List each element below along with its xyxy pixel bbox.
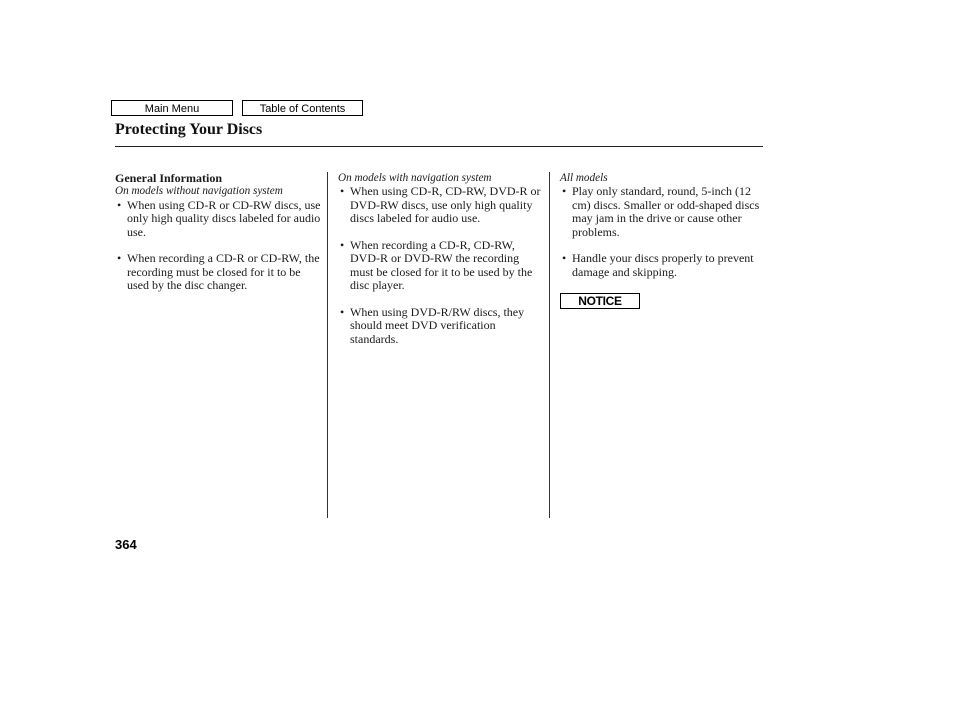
section-subheading: All models — [560, 172, 608, 184]
column-with-navigation — [338, 172, 544, 360]
list-item: • Play only standard, round, 5-inch (12 cm) discs. Smaller or odd-shaped discs may jam in the drive or cause other problems. — [560, 185, 760, 239]
list-item: • When using CD-R or CD-RW discs, use only high quality discs labeled for audio use. — [115, 199, 325, 239]
list-item: • When using DVD-R/RW discs, they should meet DVD verification standards. — [338, 306, 544, 346]
list-item: • When recording a CD-R, CD-RW, DVD-R or DVD-RW the recording must be closed for it to be used by the disc player. — [338, 239, 544, 293]
bullet-list — [115, 199, 325, 293]
page-title: Protecting Your Discs — [115, 121, 263, 138]
notice-label: NOTICE — [560, 293, 640, 309]
list-item: • When recording a CD-R or CD-RW, the recording must be closed for it to be used by the disc changer. — [115, 252, 325, 292]
section-subheading: On models without navigation system — [115, 185, 283, 198]
section-heading: General Information — [115, 171, 222, 185]
page-number: 364 — [115, 537, 137, 552]
bullet-list — [338, 185, 544, 346]
bullet-list — [560, 185, 760, 279]
main-menu-button[interactable]: Main Menu — [111, 100, 233, 116]
list-item: • Handle your discs properly to prevent damage and skipping. — [560, 252, 760, 279]
title-rule — [115, 146, 763, 147]
column-all-models — [560, 172, 760, 309]
column-divider — [327, 172, 328, 518]
column-general-information — [115, 172, 325, 306]
section-subheading: On models with navigation system — [338, 172, 492, 184]
list-item: • When using CD-R, CD-RW, DVD-R or DVD-RW discs, use only high quality discs labeled for audio use. — [338, 185, 544, 225]
table-of-contents-button[interactable]: Table of Contents — [242, 100, 363, 116]
column-divider — [549, 172, 550, 518]
